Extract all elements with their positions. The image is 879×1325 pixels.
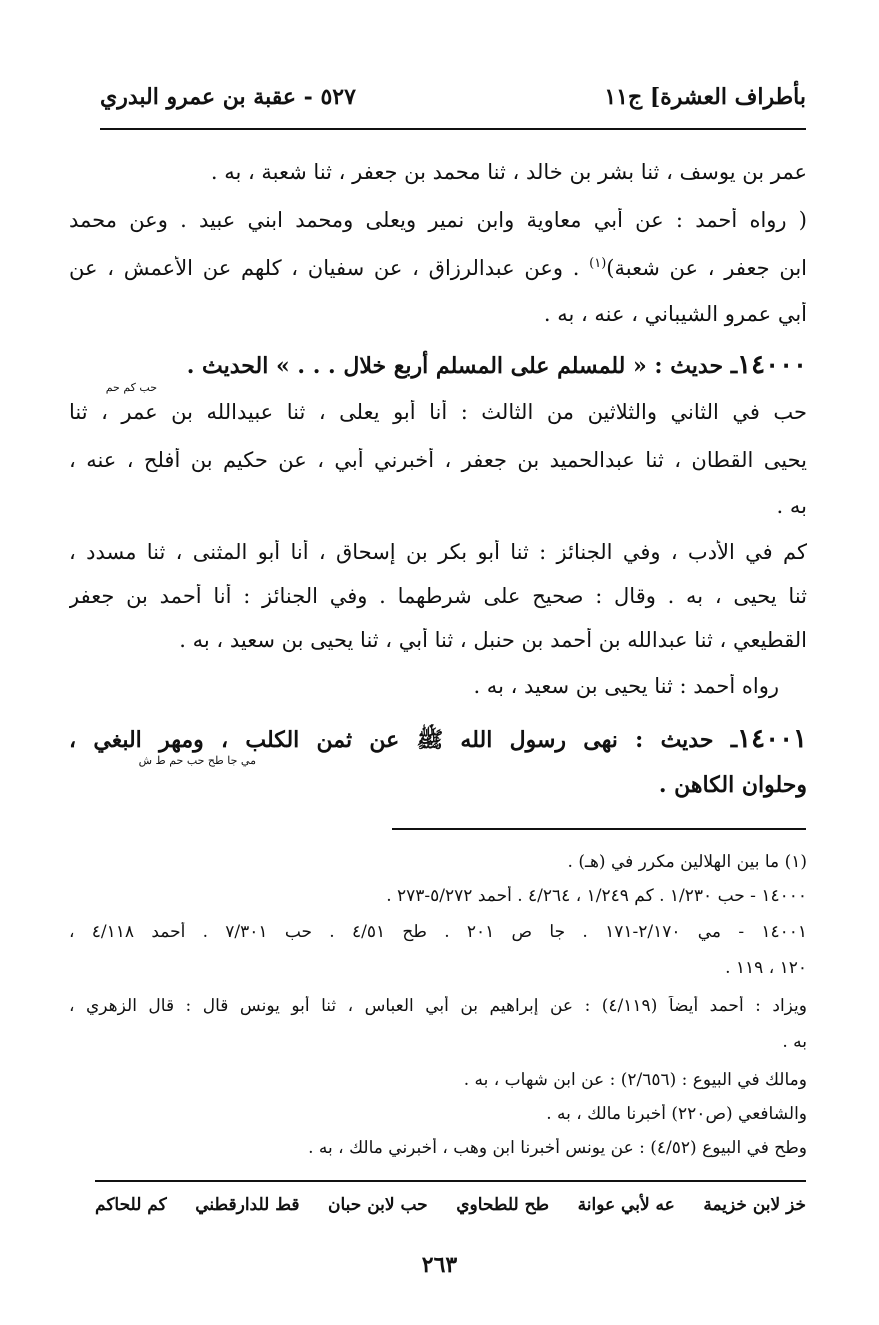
body-line: يحيى القطان ، ثنا عبدالحميد بن جعفر ، أخبرني أبي ، عن حكيم بن أفلح ، عنه ، [69,448,807,472]
section-title: ٥٢٧ - عقبة بن عمرو البدري [100,84,356,110]
body-line: القطيعي ، ثنا عبدالله بن أحمد بن حنبل ، ثنا أبي ، ثنا يحيى بن سعيد ، به . [179,628,807,652]
hadith-title: ـ حديث : « للمسلم على المسلم أربع خلال . . . » الحديث . [186,353,738,379]
abbreviation: قط للدارقطني [195,1195,300,1215]
footnote-line: به . [782,1032,807,1052]
footnote-ref: (١) [589,256,607,271]
hadith-sigla: حب كم حم [105,381,157,394]
body-line: رواه أحمد : ثنا يحيى بن سعيد ، به . [473,674,779,698]
hadith-title: ـ حديث : نهى رسول الله ﷺ عن ثمن الكلب ، ومهر البغي ، [69,727,738,753]
footnote-line: ومالك في البيوع : (٢/٦٥٦) : عن ابن شهاب ، به . [463,1070,807,1090]
abbreviation: حب لابن حبان [327,1195,428,1215]
footnote-line: ١٤٠٠١ - مي ٢/١٧٠-١٧١ . جا ص ٢٠١ . طح ٤/٥١ . حب ٧/٣٠١ . أحمد ٤/١١٨ ، [69,922,807,942]
hadith-heading [69,350,807,381]
body-text: . وعن عبدالرزاق ، عن سفيان ، كلهم عن الأعمش ، عن [69,256,590,280]
footnote-line: ١٢٠ ، ١١٩ . [725,958,807,978]
abbreviations-rule [95,1180,806,1182]
abbreviation: عه لأبي عوانة [577,1195,675,1215]
hadith-heading [69,724,807,755]
footnote-line: ويزاد : أحمد أيضاً (٤/١١٩) : عن إبراهيم بن أبي العباس ، ثنا أبو يونس قال : قال الزهري ، [69,996,807,1016]
abbreviation: خز لابن خزيمة [703,1195,806,1215]
body-line: كم في الأدب ، وفي الجنائز : ثنا أبو بكر بن إسحاق ، أنا أبو المثنى ، ثنا مسدد ، [69,540,807,564]
body-text: ابن جعفر ، عن شعبة) [606,256,807,280]
footnote-line: والشافعي (ص٢٢٠) أخبرنا مالك ، به . [546,1104,807,1124]
abbreviations-legend [95,1195,806,1225]
abbreviation: كم للحاكم [95,1195,167,1215]
footnote-line: وطح في البيوع (٤/٥٢) : عن يونس أخبرنا ابن وهب ، أخبرني مالك ، به . [308,1138,807,1158]
footnote-rule [392,828,806,830]
book-title: بأطراف العشرة] ج١١ [604,84,806,110]
footnote-line: ١٤٠٠٠ - حب ١/٢٣٠ . كم ١/٢٤٩ ، ٤/٢٦٤ . أحمد ٥/٢٧٢-٢٧٣ . [386,886,807,906]
header-rule [100,128,806,130]
abbreviation: طح للطحاوي [456,1195,550,1215]
body-line [69,256,807,281]
hadith-number: ١٤٠٠٠ [737,350,807,380]
running-header [100,84,806,118]
body-line: أبي عمرو الشيباني ، عنه ، به . [543,302,807,326]
body-line: ( رواه أحمد : عن أبي معاوية وابن نمير ويعلى ومحمد ابني عبيد . وعن محمد [69,208,807,232]
hadith-sigla: مي جا طح حب حم ط ش [138,754,256,767]
body-line: عمر بن يوسف ، ثنا بشر بن خالد ، ثنا محمد بن جعفر ، ثنا شعبة ، به . [210,160,807,184]
footnote-line: (١) ما بين الهلالين مكرر في (هـ) . [567,852,807,872]
body-line: ثنا يحيى ، به . وقال : صحيح على شرطهما . وفي الجنائز : أنا أحمد بن جعفر [69,584,807,608]
body-line: به . [776,494,807,518]
body-line: حب في الثاني والثلاثين من الثالث : أنا أبو يعلى ، ثنا عبيدالله بن عمر ، ثنا [69,400,807,424]
page-number: ٢٦٣ [421,1252,458,1278]
hadith-number: ١٤٠٠١ [737,724,807,754]
hadith-heading-cont: وحلوان الكاهن . [658,772,807,798]
